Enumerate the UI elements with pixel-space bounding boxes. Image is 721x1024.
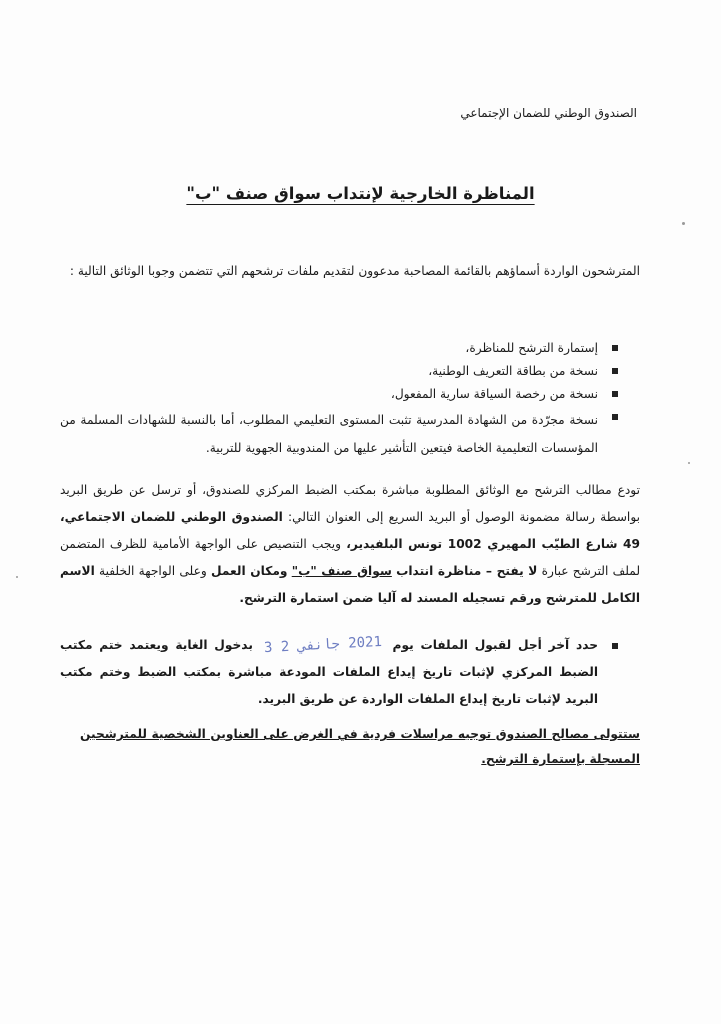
submission-category: سواق صنف "ب" (291, 564, 392, 578)
scan-speck (682, 222, 685, 225)
required-documents-list (60, 337, 620, 462)
title-text: المناظرة الخارجية لإنتداب سواق صنف "ب" (186, 184, 535, 203)
document-title (0, 184, 721, 203)
square-bullet-icon (612, 345, 618, 351)
submission-text-2: ويجب التنصيص على الواجهة الأمامية للظرف المتضمن لملف الترشح عبارة (60, 537, 641, 578)
submission-address: الصندوق الوطني للضمان الاجتماعي، 49 شارع الطيّب المهيري 1002 تونس البلفيدير، (60, 510, 641, 551)
list-item (60, 406, 620, 462)
list-item-text: نسخة مجرّدة من الشهادة المدرسية تثبت المستوى التعليمي المطلوب، أما بالنسبة للشهادات المسلمة من المؤسسات التعليمية الخاصة فيتعين التأشير عليها من المندوبية الجهوية للتربية. (60, 413, 598, 455)
submission-text-1: تودع مطالب الترشح مع الوثائق المطلوبة مباشرة بمكتب الضبط المركزي للصندوق، أو ترسل عن طريق البريد بواسطة رسالة مضمونة الوصول أو البريد السريع إلى العنوان التالي: (60, 483, 641, 524)
deadline-paragraph (60, 632, 620, 713)
list-item (60, 360, 620, 383)
list-item-text: نسخة من رخصة السياقة سارية المفعول، (390, 387, 598, 401)
deadline-text-after: بدخول الغاية ويعتمد ختم مكتب الضبط المركزي لإثبات تاريخ إيداع الملفات المودعة مباشرة بمكتب الضبط وختم مكتب البريد لإثبات تاريخ إيداع الملفات الواردة عن طريق البريد. (60, 638, 598, 706)
scan-speck (688, 462, 690, 464)
list-item-text: نسخة من بطاقة التعريف الوطنية، (428, 364, 598, 378)
date-stamp: 2021 جانفي 2 3 (263, 633, 383, 657)
square-bullet-icon (612, 643, 618, 649)
intro-paragraph: المترشحون الواردة أسماؤهم بالقائمة المصاحبة مدعوون لتقديم ملفات ترشحهم التي تتضمن وجوبا الوثائق التالية : (69, 264, 640, 278)
list-item-text: إستمارة الترشح للمناظرة، (465, 341, 598, 355)
square-bullet-icon (612, 391, 618, 397)
submission-text-3: وعلى الواجهة الخلفية (99, 564, 207, 578)
closing-paragraph: ستتولى مصالح الصندوق توجيه مراسلات فردية في الغرض على العناوين الشخصية للمترشحين المسجلة بإستمارة الترشح. (80, 727, 640, 766)
submission-workplace: ومكان العمل (210, 564, 288, 578)
square-bullet-icon (612, 414, 618, 420)
organization-name: الصندوق الوطني للضمان الإجتماعي (460, 106, 637, 120)
scan-speck (16, 576, 18, 578)
list-item (60, 383, 620, 406)
list-item (60, 337, 620, 360)
square-bullet-icon (612, 368, 618, 374)
submission-text-4: الاسم الكامل للمترشح ورقم تسجيله المسند له آليا ضمن استمارة الترشح. (60, 564, 640, 605)
submission-no-open: لا يفتح – مناظرة انتداب (396, 564, 538, 578)
deadline-text-before: حدد آخر أجل لقبول الملفات يوم (392, 638, 599, 652)
submission-paragraph (60, 477, 640, 612)
